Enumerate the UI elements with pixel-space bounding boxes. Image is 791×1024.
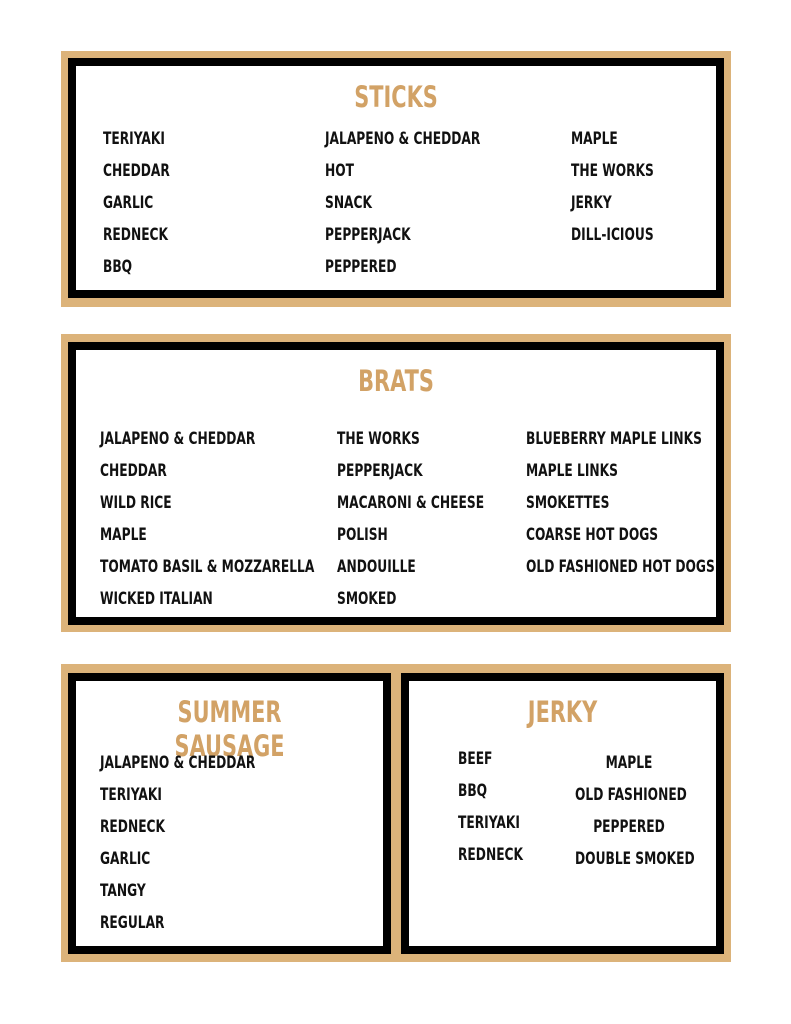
list-item: JALAPENO & CHEDDAR xyxy=(100,429,256,449)
brats-column-2 xyxy=(337,423,541,615)
list-item: BBQ xyxy=(103,257,133,277)
list-item: TERIYAKI xyxy=(458,813,520,833)
jerky-panel xyxy=(401,673,724,954)
list-item: PEPPERJACK xyxy=(325,225,411,245)
jerky-column-2 xyxy=(554,747,704,875)
list-item: COARSE HOT DOGS xyxy=(526,525,659,545)
list-item: ANDOUILLE xyxy=(337,557,416,577)
list-item: DOUBLE SMOKED xyxy=(575,849,695,869)
list-item: REDNECK xyxy=(103,225,169,245)
sticks-column-3 xyxy=(571,123,686,251)
list-item: TERIYAKI xyxy=(103,129,165,149)
list-item: GARLIC xyxy=(103,193,154,213)
list-item: JALAPENO & CHEDDAR xyxy=(325,129,481,149)
list-item: PEPPERED xyxy=(593,817,665,837)
list-item: MAPLE xyxy=(605,753,653,773)
list-item: THE WORKS xyxy=(337,429,420,449)
list-item: CHEDDAR xyxy=(103,161,170,181)
list-item: MAPLE LINKS xyxy=(526,461,618,481)
list-item: TOMATO BASIL & MOZZARELLA xyxy=(100,557,315,577)
list-item: JERKY xyxy=(571,193,612,213)
list-item: SNACK xyxy=(325,193,373,213)
sticks-column-1 xyxy=(103,123,196,283)
list-item: THE WORKS xyxy=(571,161,654,181)
list-item: JALAPENO & CHEDDAR xyxy=(100,753,256,773)
list-item: MACARONI & CHEESE xyxy=(337,493,485,513)
sticks-panel xyxy=(68,58,724,298)
list-item: REDNECK xyxy=(458,845,524,865)
list-item: POLISH xyxy=(337,525,388,545)
list-item: GARLIC xyxy=(100,849,151,869)
list-item: BBQ xyxy=(458,781,488,801)
list-item: BLUEBERRY MAPLE LINKS xyxy=(526,429,702,449)
list-item: SMOKETTES xyxy=(526,493,610,513)
brats-panel xyxy=(68,342,724,625)
jerky-column-1 xyxy=(458,743,548,871)
summer-sausage-column xyxy=(100,747,316,939)
summer-sausage-title: SUMMER SAUSAGE xyxy=(174,695,285,763)
sticks-column-2 xyxy=(325,123,541,283)
list-item: DILL-ICIOUS xyxy=(571,225,654,245)
list-item: OLD FASHIONED xyxy=(575,785,687,805)
list-item: CHEDDAR xyxy=(100,461,167,481)
list-item: MAPLE xyxy=(100,525,147,545)
list-item: MAPLE xyxy=(571,129,618,149)
jerky-title: JERKY xyxy=(527,695,598,729)
list-item: TERIYAKI xyxy=(100,785,162,805)
list-item: WILD RICE xyxy=(100,493,172,513)
list-item: REGULAR xyxy=(100,913,165,933)
brats-column-3 xyxy=(526,423,788,583)
list-item: SMOKED xyxy=(337,589,397,609)
list-item: PEPPERJACK xyxy=(337,461,423,481)
brats-title: BRATS xyxy=(358,364,434,398)
summer-sausage-panel xyxy=(68,673,391,954)
list-item: PEPPERED xyxy=(325,257,397,277)
list-item: OLD FASHIONED HOT DOGS xyxy=(526,557,715,577)
list-item: WICKED ITALIAN xyxy=(100,589,213,609)
list-item: REDNECK xyxy=(100,817,166,837)
list-item: HOT xyxy=(325,161,355,181)
list-item: BEEF xyxy=(458,749,493,769)
list-item: TANGY xyxy=(100,881,146,901)
sticks-title: STICKS xyxy=(354,80,438,114)
